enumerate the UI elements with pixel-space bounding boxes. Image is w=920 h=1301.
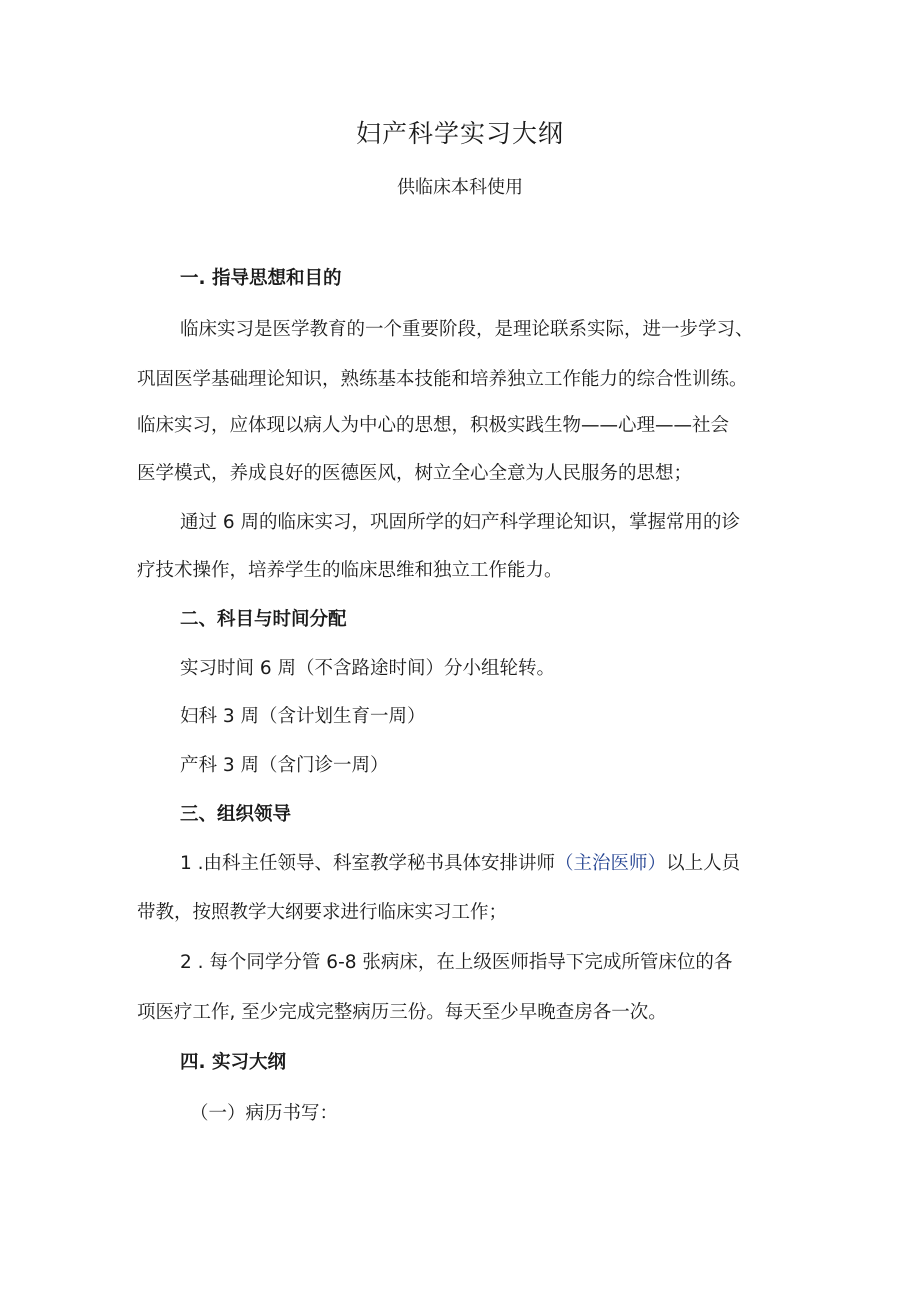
section-heading-2: 二、科目与时间分配 — [180, 609, 347, 630]
paragraph-line: 妇科 3 周（含计划生育一周） — [180, 706, 426, 727]
list-item-2: 2 . 每个同学分管 6-8 张病床，在上级医师指导下完成所管床位的各 — [180, 952, 733, 973]
list-item-text: 以上人员 — [666, 853, 741, 874]
paragraph-line: 项医疗工作, 至少完成完整病历三份。每天至少早晚查房各一次。 — [137, 1002, 667, 1023]
paragraph-line: 医学模式，养成良好的医德医风，树立全心全意为人民服务的思想； — [137, 463, 693, 484]
paragraph-line: 实习时间 6 周（不含路途时间）分小组轮转。 — [180, 658, 556, 679]
section-heading-1: 一. 指导思想和目的 — [180, 268, 342, 289]
list-item-1 — [180, 851, 740, 877]
paragraph-line: 临床实习，应体现以病人为中心的思想，积极实践生物——心理——社会 — [137, 415, 730, 436]
paragraph-line: 巩固医学基础理论知识，熟练基本技能和培养独立工作能力的综合性训练。 — [137, 369, 748, 390]
paragraph-line: 产科 3 周（含门诊一周） — [180, 755, 389, 776]
subsection-heading: （一）病历书写： — [190, 1103, 339, 1124]
paragraph-line: 临床实习是医学教育的一个重要阶段，是理论联系实际，进一步学习、 — [180, 319, 754, 340]
paragraph-line: 通过 6 周的临床实习，巩固所学的妇产科学理论知识，掌握常用的诊 — [180, 512, 741, 533]
section-heading-3: 三、组织领导 — [180, 804, 292, 825]
highlight-text: （主治医师） — [555, 853, 667, 874]
section-heading-4: 四. 实习大纲 — [180, 1052, 286, 1073]
paragraph-line: 疗技术操作，培养学生的临床思维和独立工作能力。 — [137, 560, 563, 581]
document-subtitle: 供临床本科使用 — [397, 177, 523, 198]
document-title: 妇产科学实习大纲 — [355, 119, 564, 148]
paragraph-line: 带教，按照教学大纲要求进行临床实习工作； — [137, 902, 508, 923]
list-item-text: 1 .由科主任领导、科室教学秘书具体安排讲师 — [180, 853, 556, 874]
